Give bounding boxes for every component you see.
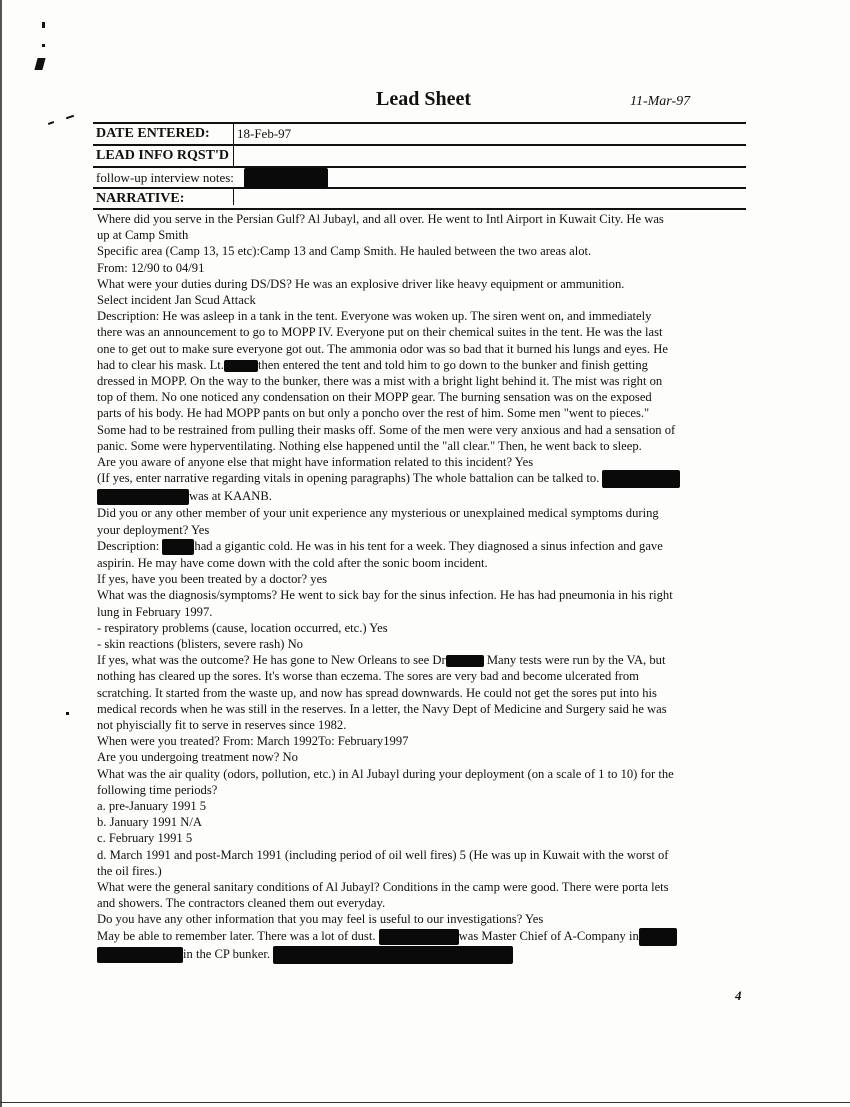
page-title: Lead Sheet bbox=[376, 88, 471, 110]
narrative-line: - respiratory problems (cause, location occurred, etc.) Yes bbox=[97, 620, 388, 635]
narrative-line bbox=[97, 928, 747, 946]
redaction-block bbox=[379, 929, 459, 945]
redaction-block bbox=[639, 928, 677, 946]
margin-mark bbox=[42, 22, 45, 28]
narrative-line: one to get out to make sure everyone got out. The ammonia odor was so bad that it burned his lungs and eyes. He bbox=[97, 341, 668, 356]
form-divider bbox=[233, 122, 234, 166]
form-divider bbox=[233, 187, 234, 205]
narrative-line: the oil fires.) bbox=[97, 863, 162, 878]
redaction-block bbox=[97, 947, 183, 963]
narrative-label: NARRATIVE: bbox=[96, 191, 185, 206]
narrative-line: your deployment? Yes bbox=[97, 522, 210, 537]
narrative-fragment: had to clear his mask. Lt. bbox=[97, 357, 224, 372]
date-entered-label: DATE ENTERED: bbox=[96, 126, 210, 141]
margin-mark bbox=[42, 44, 45, 47]
page-number: 4 bbox=[735, 988, 742, 1003]
narrative-line: parts of his body. He had MOPP pants on but only a poncho over the rest of him. Some men "went to pieces." bbox=[97, 406, 650, 421]
narrative-line: What were the general sanitary conditions of Al Jubayl? Conditions in the camp were good. There were porta lets bbox=[97, 880, 669, 895]
page-edge bbox=[0, 0, 2, 1107]
narrative-fragment: then entered the tent and told him to go down to the bunker and finish getting bbox=[257, 357, 648, 372]
narrative-line: top of them. No one noticed any condensation on their MOPP gear. The burning sensation was on the exposed bbox=[97, 390, 652, 405]
margin-mark bbox=[66, 115, 74, 120]
form-rule bbox=[93, 208, 746, 210]
narrative-line: nothing has cleared up the sores. It's worse than eczema. The sores are very bad and become ulcerated from bbox=[97, 669, 639, 684]
narrative-line: and showers. The contractors cleaned them out everyday. bbox=[97, 896, 386, 911]
narrative-line: What were your duties during DS/DS? He was an explosive driver like heavy equipment or ammunition. bbox=[97, 276, 625, 291]
narrative-fragment: Description: bbox=[97, 538, 160, 553]
narrative-line: Are you aware of anyone else that might have information related to this incident? Yes bbox=[97, 455, 534, 470]
narrative-line: Some had to be restrained from pulling their masks off. Some of the men were very anxious and had a sensation of bbox=[97, 422, 676, 437]
redaction-block bbox=[97, 489, 189, 505]
narrative-line: Did you or any other member of your unit experience any mysterious or unexplained medical symptoms during bbox=[97, 506, 659, 521]
form-rule bbox=[93, 144, 746, 146]
narrative-fragment: was Master Chief of A-Company in bbox=[458, 928, 639, 943]
narrative-fragment: If yes, what was the outcome? He has gone to New Orleans to see Dr bbox=[97, 653, 446, 668]
narrative-line bbox=[97, 488, 747, 505]
narrative-line: Select incident Jan Scud Attack bbox=[97, 293, 256, 308]
bottom-rule bbox=[0, 1102, 850, 1103]
narrative-line: c. February 1991 5 bbox=[97, 831, 193, 846]
narrative-line: medical records when he was still in the reserves. In a letter, the Navy Dept of Medicine and Surgery said he was bbox=[97, 701, 667, 716]
narrative-line bbox=[97, 470, 747, 488]
narrative-line: When were you treated? From: March 1992To: February1997 bbox=[97, 734, 409, 749]
narrative-fragment: was at KAANB. bbox=[189, 489, 272, 504]
narrative-line: Do you have any other information that you may feel is useful to our investigations? Yes bbox=[97, 912, 544, 927]
narrative-line bbox=[97, 946, 747, 964]
narrative-fragment: May be able to remember later. There was a lot of dust. bbox=[97, 928, 376, 943]
narrative-line: Description: He was asleep in a tank in the tent. Everyone was woken up. The siren went on, and immediately bbox=[97, 309, 652, 324]
lead-info-label: LEAD INFO RQST'D bbox=[96, 148, 230, 163]
form-rule bbox=[93, 187, 746, 189]
margin-mark bbox=[34, 58, 45, 70]
narrative-line: panic. Some were hyperventilating. Nothing else happened until the "all clear." Then, he went back to sleep. bbox=[97, 438, 642, 453]
narrative-line: What was the diagnosis/symptoms? He went to sick bay for the sinus infection. He has had pneumonia in his right bbox=[97, 588, 673, 603]
narrative-body bbox=[97, 211, 747, 964]
redaction-block bbox=[224, 360, 258, 372]
narrative-line bbox=[97, 357, 747, 373]
narrative-line: Where did you serve in the Persian Gulf? Al Jubayl, and all over. He went to Intl Airport in Kuwait City. He was bbox=[97, 212, 664, 226]
narrative-line: Are you undergoing treatment now? No bbox=[97, 750, 298, 765]
narrative-line: b. January 1991 N/A bbox=[97, 815, 202, 830]
narrative-fragment: had a gigantic cold. He was in his tent for a week. They diagnosed a sinus infection and gave bbox=[194, 538, 663, 553]
narrative-line: following time periods? bbox=[97, 782, 218, 797]
narrative-line: there was an announcement to go to MOPP IV. Everyone put on their chemical suites in the tent. He was the last bbox=[97, 325, 663, 340]
redaction-block bbox=[162, 539, 194, 555]
redaction-block bbox=[244, 168, 328, 188]
followup-label: follow-up interview notes: bbox=[96, 170, 234, 185]
narrative-line bbox=[97, 652, 747, 668]
narrative-fragment: (If yes, enter narrative regarding vitals in opening paragraphs) The whole battalion can be talked to. bbox=[97, 471, 600, 486]
narrative-line: dressed in MOPP. On the way to the bunker, there was a mist with a bright light behind it. The mist was right on bbox=[97, 374, 663, 389]
narrative-line: If yes, have you been treated by a doctor? yes bbox=[97, 572, 328, 587]
margin-mark bbox=[66, 712, 69, 715]
narrative-line: not phyiscially fit to serve in reserves since 1982. bbox=[97, 718, 347, 733]
narrative-fragment: in the CP bunker. bbox=[183, 946, 270, 961]
form-rule bbox=[93, 122, 746, 124]
narrative-line: lung in February 1997. bbox=[97, 604, 213, 619]
narrative-line bbox=[97, 538, 747, 555]
narrative-line: a. pre-January 1991 5 bbox=[97, 799, 207, 814]
narrative-line: What was the air quality (odors, pollution, etc.) in Al Jubayl during your deployment (on a scale of 1 to 10) for the bbox=[97, 766, 674, 781]
margin-mark bbox=[48, 121, 54, 125]
narrative-line: - skin reactions (blisters, severe rash) No bbox=[97, 637, 303, 651]
narrative-line: Specific area (Camp 13, 15 etc):Camp 13 and Camp Smith. He hauled between the two areas alot. bbox=[97, 244, 592, 259]
redaction-block bbox=[602, 470, 680, 488]
header-date: 11-Mar-97 bbox=[630, 94, 691, 109]
date-entered-value: 18-Feb-97 bbox=[237, 126, 292, 141]
narrative-line: up at Camp Smith bbox=[97, 228, 189, 243]
narrative-line: d. March 1991 and post-March 1991 (including period of oil well fires) 5 (He was up in Kuwait with the worst of bbox=[97, 847, 669, 862]
narrative-line: aspirin. He may have come down with the cold after the sonic boom incident. bbox=[97, 555, 488, 570]
narrative-line: From: 12/90 to 04/91 bbox=[97, 260, 205, 275]
redaction-block bbox=[446, 655, 484, 667]
narrative-fragment: Many tests were run by the VA, but bbox=[486, 653, 666, 668]
form-rule bbox=[93, 166, 746, 168]
redaction-block bbox=[273, 946, 513, 964]
narrative-line: scratching. It started from the waste up, and now has spread downwards. He could not get the sores put into his bbox=[97, 685, 657, 700]
